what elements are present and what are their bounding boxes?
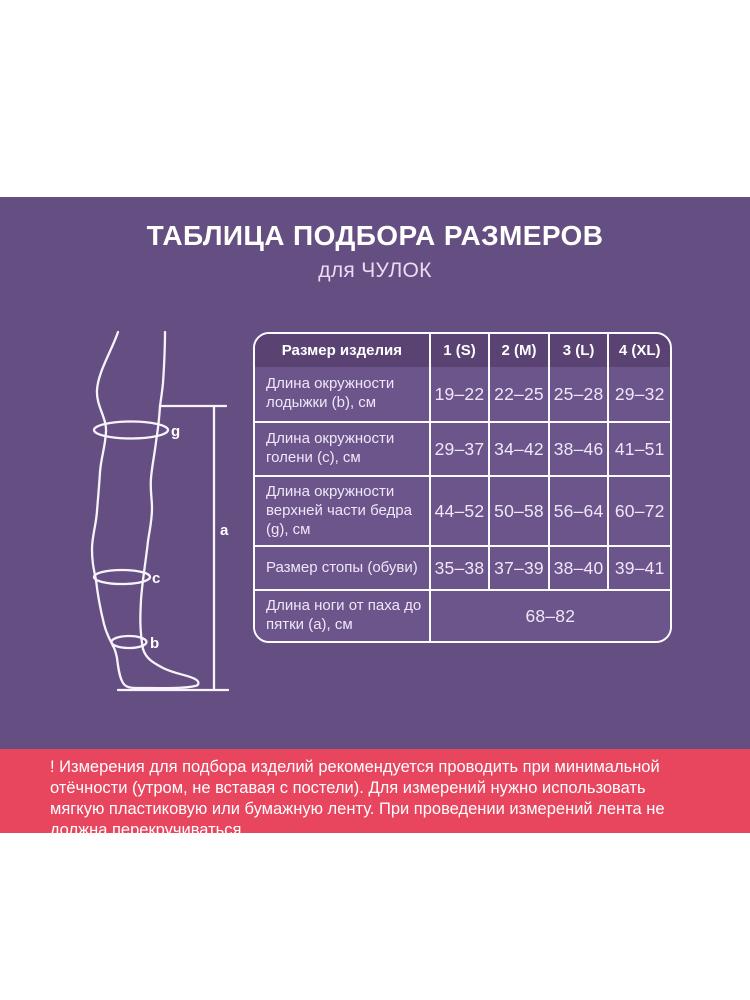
cell-value: 22–25 [489,367,549,422]
leg-outline-left [92,332,118,646]
column-header-size-s: 1 (S) [430,334,490,367]
poster-subtitle: для ЧУЛОК [318,259,432,282]
calf-girth-label: c [152,570,161,587]
column-header-size-xl: 4 (XL) [608,334,670,367]
table-row-thigh-girth [255,476,670,546]
column-header-size-m: 2 (M) [489,334,549,367]
size-table [255,334,670,641]
table-row-ankle-girth [255,367,670,422]
calf-girth-ellipse [94,570,150,584]
row-label: Размер стопы (обуви) [255,546,430,590]
cell-value-merged: 68–82 [430,590,670,641]
table-row-foot-size [255,546,670,590]
poster-title: ТАБЛИЦА ПОДБОРА РАЗМЕРОВ [146,220,604,251]
cell-value: 38–40 [549,546,609,590]
cell-value: 50–58 [489,476,549,546]
measurement-note-text: ! Измерения для подбора изделий рекомендуется проводить при минимальной отёчности (утром, не вставая с постели). Для измерений нужно использовать мягкую пластиковую или бумажную ленту. При проведении измерений лента не должна перекручиваться. [50,758,665,839]
leg-length-label: a [220,522,229,539]
table-header-row [255,334,670,367]
thigh-girth-label: g [171,423,181,440]
row-label: Длина окружности голени (c), см [255,422,430,476]
table-row-leg-length [255,590,670,641]
row-label: Длина окружности верхней части бедра (g), см [255,476,430,546]
row-label: Длина окружности лодыжки (b), см [255,367,430,422]
foot-outline [113,646,198,688]
cell-value: 25–28 [549,367,609,422]
cell-value: 56–64 [549,476,609,546]
cell-value: 60–72 [608,476,670,546]
leg-measurement-diagram [78,328,238,693]
cell-value: 41–51 [608,422,670,476]
cell-value: 35–38 [430,546,490,590]
cell-value: 38–46 [549,422,609,476]
cell-value: 34–42 [489,422,549,476]
table-row-calf-girth [255,422,670,476]
cell-value: 29–32 [608,367,670,422]
cell-value: 39–41 [608,546,670,590]
poster-background [0,197,750,749]
cell-value: 44–52 [430,476,490,546]
cell-value: 37–39 [489,546,549,590]
measurement-note-banner [0,749,750,839]
cell-value: 19–22 [430,367,490,422]
column-header-product-size: Размер изделия [255,334,430,367]
leg-outline-right [140,332,165,649]
cell-value: 29–37 [430,422,490,476]
column-header-size-l: 3 (L) [549,334,609,367]
row-label: Длина ноги от паха до пятки (a), см [255,590,430,641]
size-table-container [253,332,672,643]
ankle-girth-label: b [150,635,160,652]
